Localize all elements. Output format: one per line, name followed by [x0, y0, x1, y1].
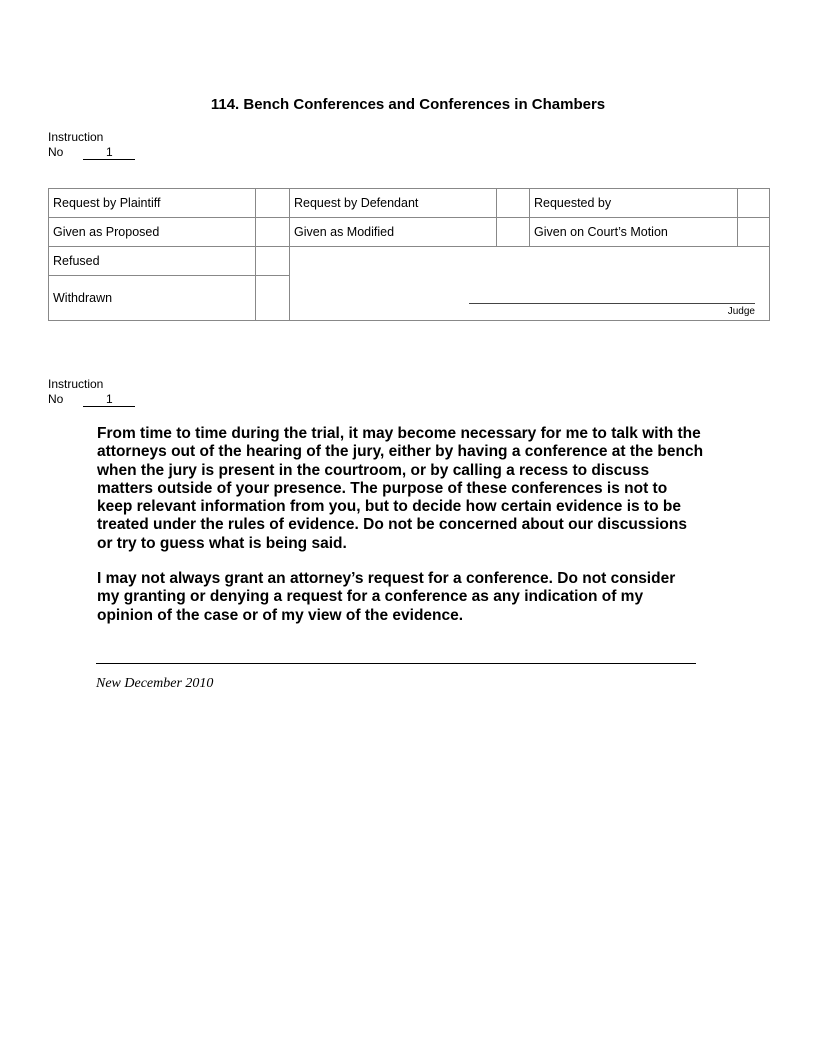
given-court-label: Given on Court’s Motion — [530, 218, 738, 247]
given-proposed-box[interactable] — [256, 218, 290, 247]
instruction-number-block-top — [48, 130, 135, 160]
judge-signature-line[interactable] — [469, 303, 755, 304]
judge-label: Judge — [727, 306, 755, 317]
text-line: when the jury is present in the courtroom, or by calling a recess to discuss — [97, 461, 650, 479]
paragraph-1 — [97, 425, 703, 553]
withdrawn-box[interactable] — [256, 276, 290, 321]
footer-note: New December 2010 — [96, 676, 214, 691]
given-modified-label: Given as Modified — [290, 218, 497, 247]
instruction-number: 1 — [83, 393, 135, 407]
instruction-label: Instruction — [48, 130, 104, 144]
no-label: No — [48, 392, 64, 406]
text-line: opinion of the case or of my view of the evidence. — [97, 606, 464, 624]
instruction-label: Instruction — [48, 377, 104, 391]
request-defendant-box[interactable] — [497, 189, 530, 218]
text-line: keep relevant information from you, but to decide how certain evidence is to be — [97, 498, 681, 516]
judge-signature-area — [290, 247, 770, 321]
paragraph-2 — [97, 570, 675, 625]
given-modified-box[interactable] — [497, 218, 530, 247]
withdrawn-label: Withdrawn — [49, 276, 256, 321]
instruction-number: 1 — [83, 146, 135, 160]
page-title: 114. Bench Conferences and Conferences in Chambers — [210, 96, 606, 113]
requested-by-label: Requested by — [530, 189, 738, 218]
request-plaintiff-label: Request by Plaintiff — [49, 189, 256, 218]
text-line: From time to time during the trial, it may become necessary for me to talk with the — [97, 425, 701, 442]
refused-box[interactable] — [256, 247, 290, 276]
text-line: attorneys out of the hearing of the jury, either by having a conference at the bench — [97, 443, 704, 461]
text-line: my granting or denying a request for a conference as any indication of my — [97, 588, 644, 606]
text-line: I may not always grant an attorney’s request for a conference. Do not consider — [97, 570, 676, 587]
text-line: or try to guess what is being said. — [97, 534, 347, 552]
instruction-number-block — [48, 377, 135, 407]
given-court-box[interactable] — [738, 218, 770, 247]
request-defendant-label: Request by Defendant — [290, 189, 497, 218]
instruction-status-form — [48, 188, 770, 321]
request-plaintiff-box[interactable] — [256, 189, 290, 218]
footer-divider — [96, 663, 696, 664]
refused-label: Refused — [49, 247, 256, 276]
requested-by-box[interactable] — [738, 189, 770, 218]
text-line: matters outside of your presence. The purpose of these conferences is not to — [97, 479, 668, 497]
given-proposed-label: Given as Proposed — [49, 218, 256, 247]
text-line: treated under the rules of evidence. Do not be concerned about our discussions — [97, 516, 687, 534]
no-label: No — [48, 145, 64, 159]
